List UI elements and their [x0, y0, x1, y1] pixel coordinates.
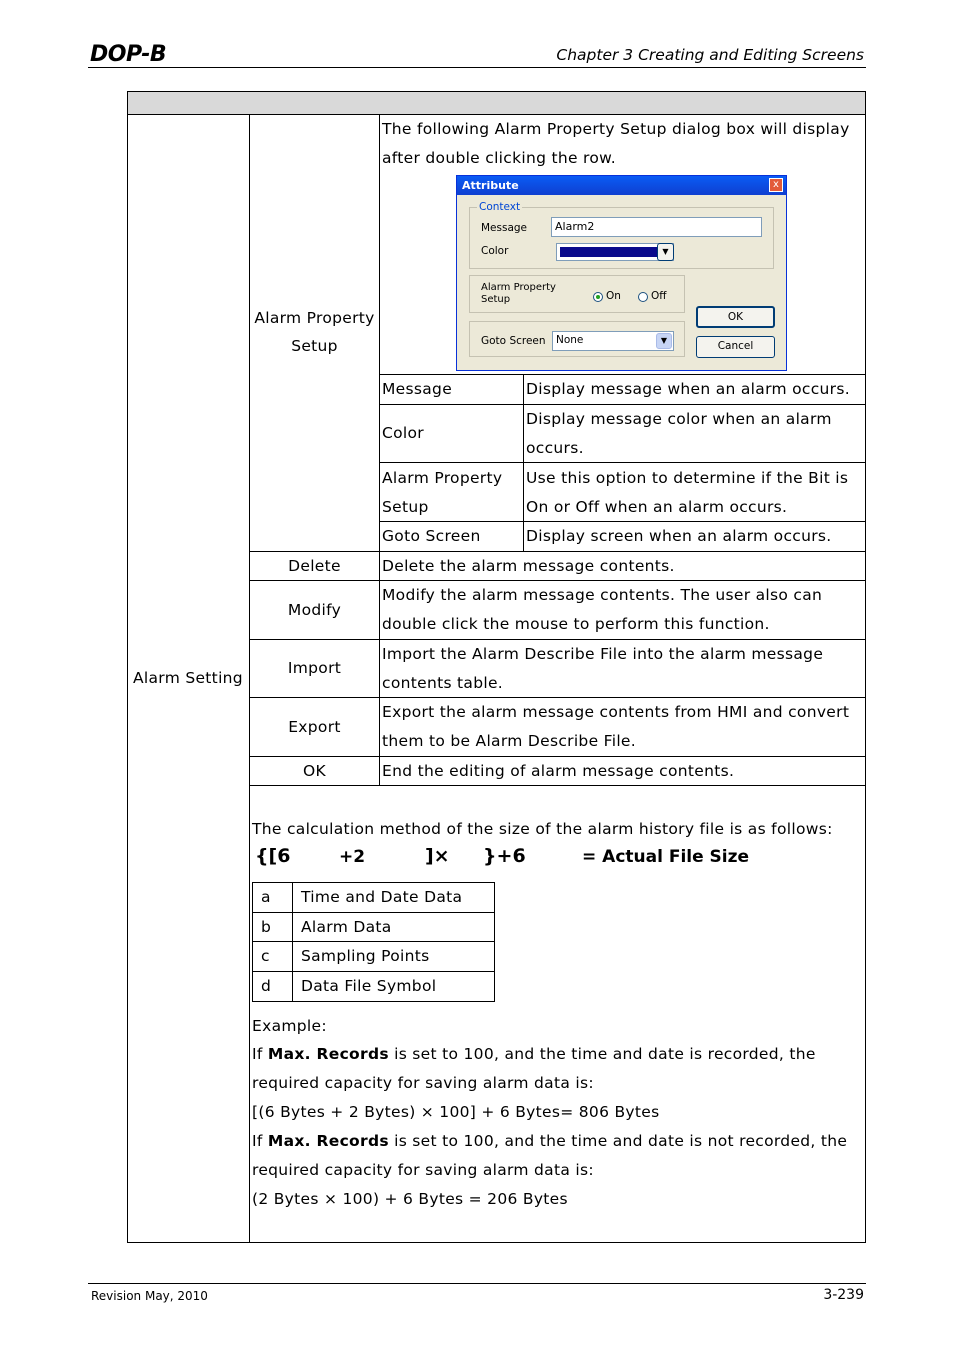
cancel-button[interactable]: Cancel [696, 336, 775, 358]
alarm-property-setup-label: Alarm Property Setup [481, 282, 556, 305]
context-label: Context [479, 201, 521, 213]
import-name: Import [287, 659, 342, 677]
example-2-line1: If Max. Records is set to 100, and the time and date is not recorded, the [252, 1132, 848, 1150]
row-label-alarm-setting: Alarm Setting [133, 669, 243, 687]
legend-value-c: Sampling Points [301, 947, 430, 965]
color-swatch [560, 247, 670, 257]
formula-plus2: +2 [339, 847, 366, 867]
ok-button[interactable]: OK [696, 306, 775, 328]
attribute-dialog [456, 175, 787, 371]
legend-value-b: Alarm Data [301, 918, 392, 936]
legend-key-a: a [261, 888, 271, 906]
export-desc: Export the alarm message contents from HMI and convert them to be Alarm Describe File. [382, 703, 850, 750]
message-name: Message [382, 380, 453, 398]
header-rule [88, 67, 866, 68]
message-field[interactable]: Alarm2 [551, 217, 762, 237]
alarm-property-name: Alarm Property Setup [382, 469, 503, 516]
ok-name: OK [303, 762, 326, 780]
dop-b-logo: DOP-B [90, 42, 167, 67]
goto-screen-name: Goto Screen [382, 527, 481, 545]
revision-text: Revision May, 2010 [91, 1289, 208, 1303]
table-header-bar [127, 91, 866, 114]
chevron-down-icon[interactable]: ▼ [657, 243, 674, 261]
export-name: Export [288, 718, 341, 736]
goto-screen-label: Goto Screen [481, 335, 546, 347]
legend-value-a: Time and Date Data [301, 888, 463, 906]
message-label: Message [481, 222, 528, 234]
alarm-property-label: Alarm Property Setup [254, 309, 375, 355]
dialog-title: Attribute [457, 176, 786, 195]
example-1-calc: [(6 Bytes + 2 Bytes) × 100] + 6 Bytes= 806 Bytes [252, 1103, 660, 1121]
legend-value-d: Data File Symbol [301, 977, 437, 995]
message-desc: Display message when an alarm occurs. [526, 380, 850, 398]
close-icon[interactable]: x [769, 178, 783, 192]
goto-screen-desc: Display screen when an alarm occurs. [526, 527, 832, 545]
formula-times: ]× [425, 845, 450, 867]
example-2-calc: (2 Bytes × 100) + 6 Bytes = 206 Bytes [252, 1190, 568, 1208]
legend-key-b: b [261, 918, 272, 936]
example-1-line1: If Max. Records is set to 100, and the time and date is recorded, the [252, 1045, 816, 1063]
import-desc: Import the Alarm Describe File into the alarm message contents table. [382, 645, 824, 692]
delete-name: Delete [288, 557, 341, 575]
off-label: Off [651, 290, 667, 302]
footer-rule [88, 1283, 866, 1284]
formula-open: {[6 [255, 845, 291, 867]
formula-result: = Actual File Size [582, 847, 750, 867]
calc-intro: The calculation method of the size of the alarm history file is as follows: [252, 820, 833, 838]
example-label: Example: [252, 1017, 327, 1035]
delete-desc: Delete the alarm message contents. [382, 557, 675, 575]
alarm-property-desc: The following Alarm Property Setup dialog box will display after double clicking the row. [382, 120, 850, 167]
page-number: 3-239 [823, 1287, 864, 1303]
goto-screen-select[interactable]: None [552, 331, 674, 351]
color-desc: Display message color when an alarm occurs. [526, 410, 832, 457]
example-1-line2: required capacity for saving alarm data is: [252, 1074, 594, 1092]
legend-key-c: c [261, 947, 270, 965]
modify-desc: Modify the alarm message contents. The user also can double click the mouse to perform this function. [382, 586, 823, 633]
example-2-line2: required capacity for saving alarm data is: [252, 1161, 594, 1179]
chevron-down-icon[interactable]: ▼ [656, 333, 672, 349]
formula-plus6: }+6 [483, 845, 526, 867]
color-label: Color [481, 245, 509, 257]
off-radio[interactable] [638, 292, 648, 302]
modify-name: Modify [287, 601, 342, 619]
chapter-title: Chapter 3 Creating and Editing Screens [556, 46, 864, 64]
on-radio[interactable] [593, 292, 603, 302]
legend-key-d: d [261, 977, 272, 995]
ok-desc: End the editing of alarm message contents. [382, 762, 735, 780]
alarm-property-sub-desc: Use this option to determine if the Bit is On or Off when an alarm occurs. [526, 469, 849, 516]
on-label: On [606, 290, 621, 302]
color-name: Color [382, 424, 424, 442]
